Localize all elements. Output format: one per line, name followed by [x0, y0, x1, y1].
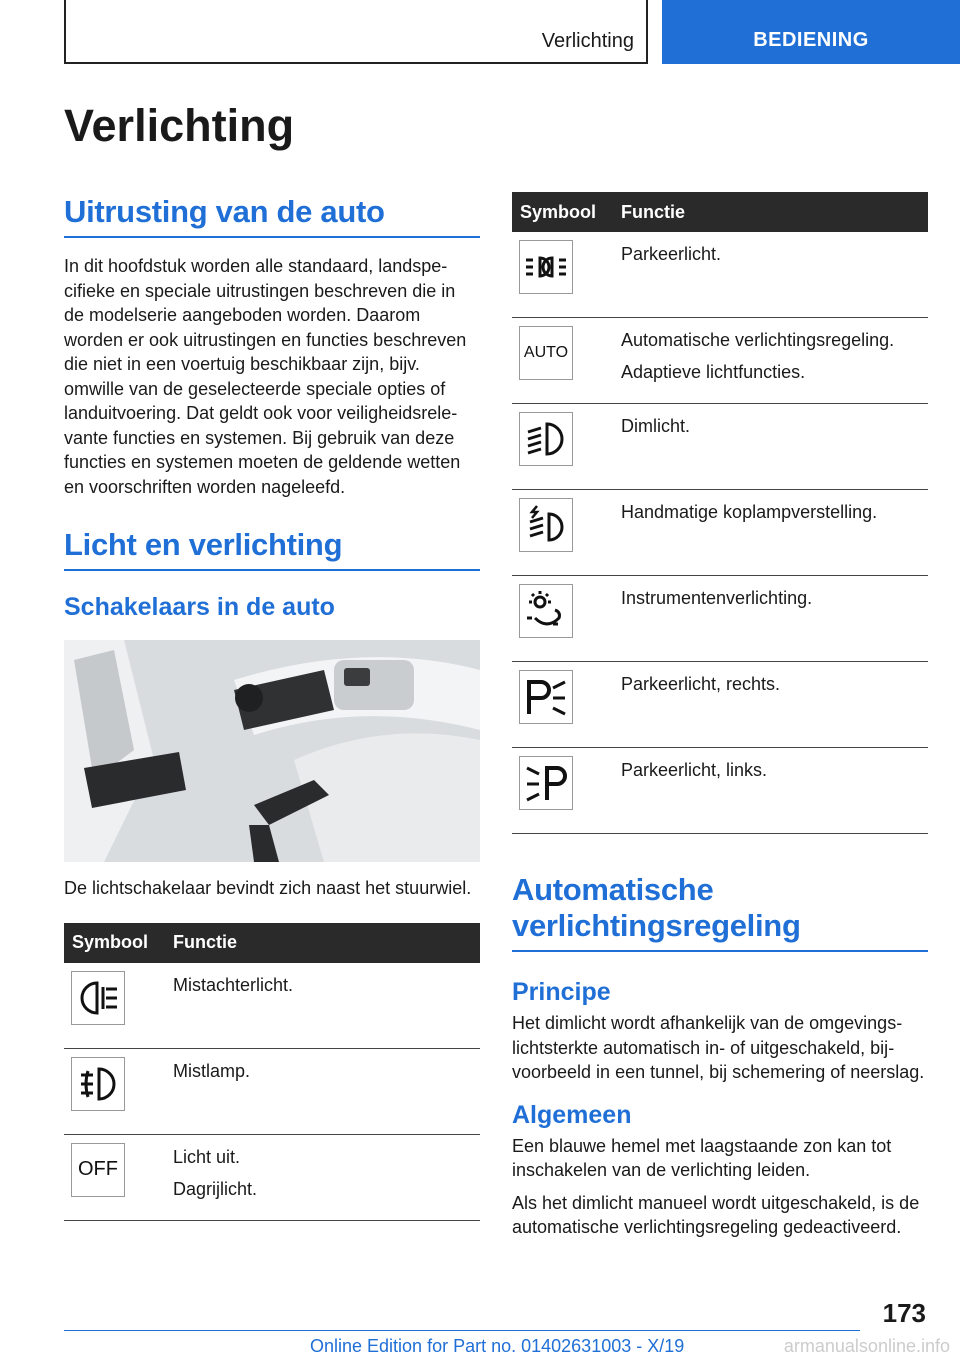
header-chapter-tab[interactable]: BEDIENING — [662, 0, 960, 64]
table-row — [64, 963, 480, 1049]
light-switch-photo — [64, 640, 480, 862]
table-row — [512, 748, 928, 834]
function-text: Dagrijlicht. — [173, 1178, 258, 1199]
watermark: armanualsonline.info — [783, 1336, 950, 1356]
headlight-range-icon — [519, 498, 573, 552]
instrument-lighting-icon — [519, 584, 573, 638]
table-row — [64, 1048, 480, 1134]
right-column — [512, 192, 928, 1240]
table-row — [512, 490, 928, 576]
function-text: Adaptieve lichtfuncties. — [621, 362, 806, 382]
footer-divider — [64, 1330, 860, 1331]
parking-light-right-icon — [519, 670, 573, 724]
column-header-symbol: Symbool — [512, 192, 613, 232]
header-section-title: Verlichting — [541, 30, 634, 52]
table-row — [512, 404, 928, 490]
heading-switches: Schakelaars in de auto — [64, 593, 335, 621]
photo-caption: De lichtschakelaar bevindt zich naast het stuurwiel. — [64, 878, 472, 898]
function-text: Instrumentenverlichting. — [621, 588, 813, 608]
page-title: Verlichting — [64, 100, 295, 151]
table-row — [512, 318, 928, 404]
low-beam-icon — [519, 412, 573, 466]
page-number: 173 — [882, 1298, 926, 1328]
function-text: Mistlamp. — [173, 1060, 251, 1081]
heading-equipment: Uitrusting van de auto — [64, 194, 480, 238]
parking-light-icon — [519, 240, 573, 294]
footer-edition: Online Edition for Part no. 01402631003 - X/19 — [310, 1336, 685, 1356]
parking-light-left-icon — [519, 756, 573, 810]
off-icon-text: OFF — [78, 1158, 118, 1180]
front-fog-light-icon — [71, 1057, 125, 1111]
heading-principle: Principe — [512, 978, 611, 1006]
table-row — [512, 662, 928, 748]
function-text: Mistachterlicht. — [173, 974, 294, 995]
paragraph-equipment: In dit hoofdstuk worden alle standaard, landspecifieke en speciale uitrustingen beschreven die in de modelserie aangeboden worden. Daarom worden er ook uitrustingen en functies beschreven die niet in een voertuig beschikbaar zijn, bijv. omwille van de geselecteerde speciale opties of landuitvoering. Dat geldt ook voor veiligheidsrelevante functies en systemen. Bij gebruik van deze functies en systemen moeten de geldende wetten en voorschriften worden nageleefd. — [64, 256, 467, 497]
function-text: Automatische verlichtingsregeling. — [621, 330, 895, 350]
table-row — [64, 1134, 480, 1220]
heading-general: Algemeen — [512, 1100, 632, 1129]
paragraph-principle: Het dimlicht wordt afhankelijk van de omgevingslichtsterkte automatisch in- of uitgeschakeld, bijvoorbeeld in een tunnel, bij schemering of neerslag. — [512, 1013, 925, 1082]
heading-light: Licht en verlichting — [64, 527, 480, 571]
auto-icon-text: AUTO — [523, 344, 569, 361]
column-header-symbol: Symbool — [64, 923, 165, 963]
function-text: Handmatige koplampverstelling. — [621, 502, 878, 522]
heading-auto-lighting: Automatische verlichtingsregeling — [512, 872, 928, 952]
table-row — [512, 576, 928, 662]
function-text: Licht uit. — [173, 1146, 241, 1167]
function-text: Parkeerlicht, links. — [621, 760, 768, 780]
column-header-function: Functie — [613, 192, 928, 232]
table-row — [512, 232, 928, 318]
function-text: Parkeerlicht, rechts. — [621, 674, 781, 694]
symbol-table-right — [512, 192, 928, 834]
paragraph-general-1: Een blauwe hemel met laagstaande zon kan tot inschakelen van de verlichting leiden. — [512, 1135, 892, 1180]
auto-icon — [519, 326, 573, 380]
off-icon — [71, 1143, 125, 1197]
rear-fog-light-icon — [71, 971, 125, 1025]
function-text: Parkeerlicht. — [621, 244, 722, 264]
paragraph-general-2: Als het dimlicht manueel wordt uitgeschakeld, is de automatische verlichtingsregeling gedeactiveerd. — [512, 1192, 920, 1237]
left-column — [64, 194, 480, 1221]
symbol-table-left — [64, 923, 480, 1221]
car-interior-illustration — [64, 640, 480, 862]
function-text: Dimlicht. — [621, 416, 691, 436]
column-header-function: Functie — [165, 923, 480, 963]
